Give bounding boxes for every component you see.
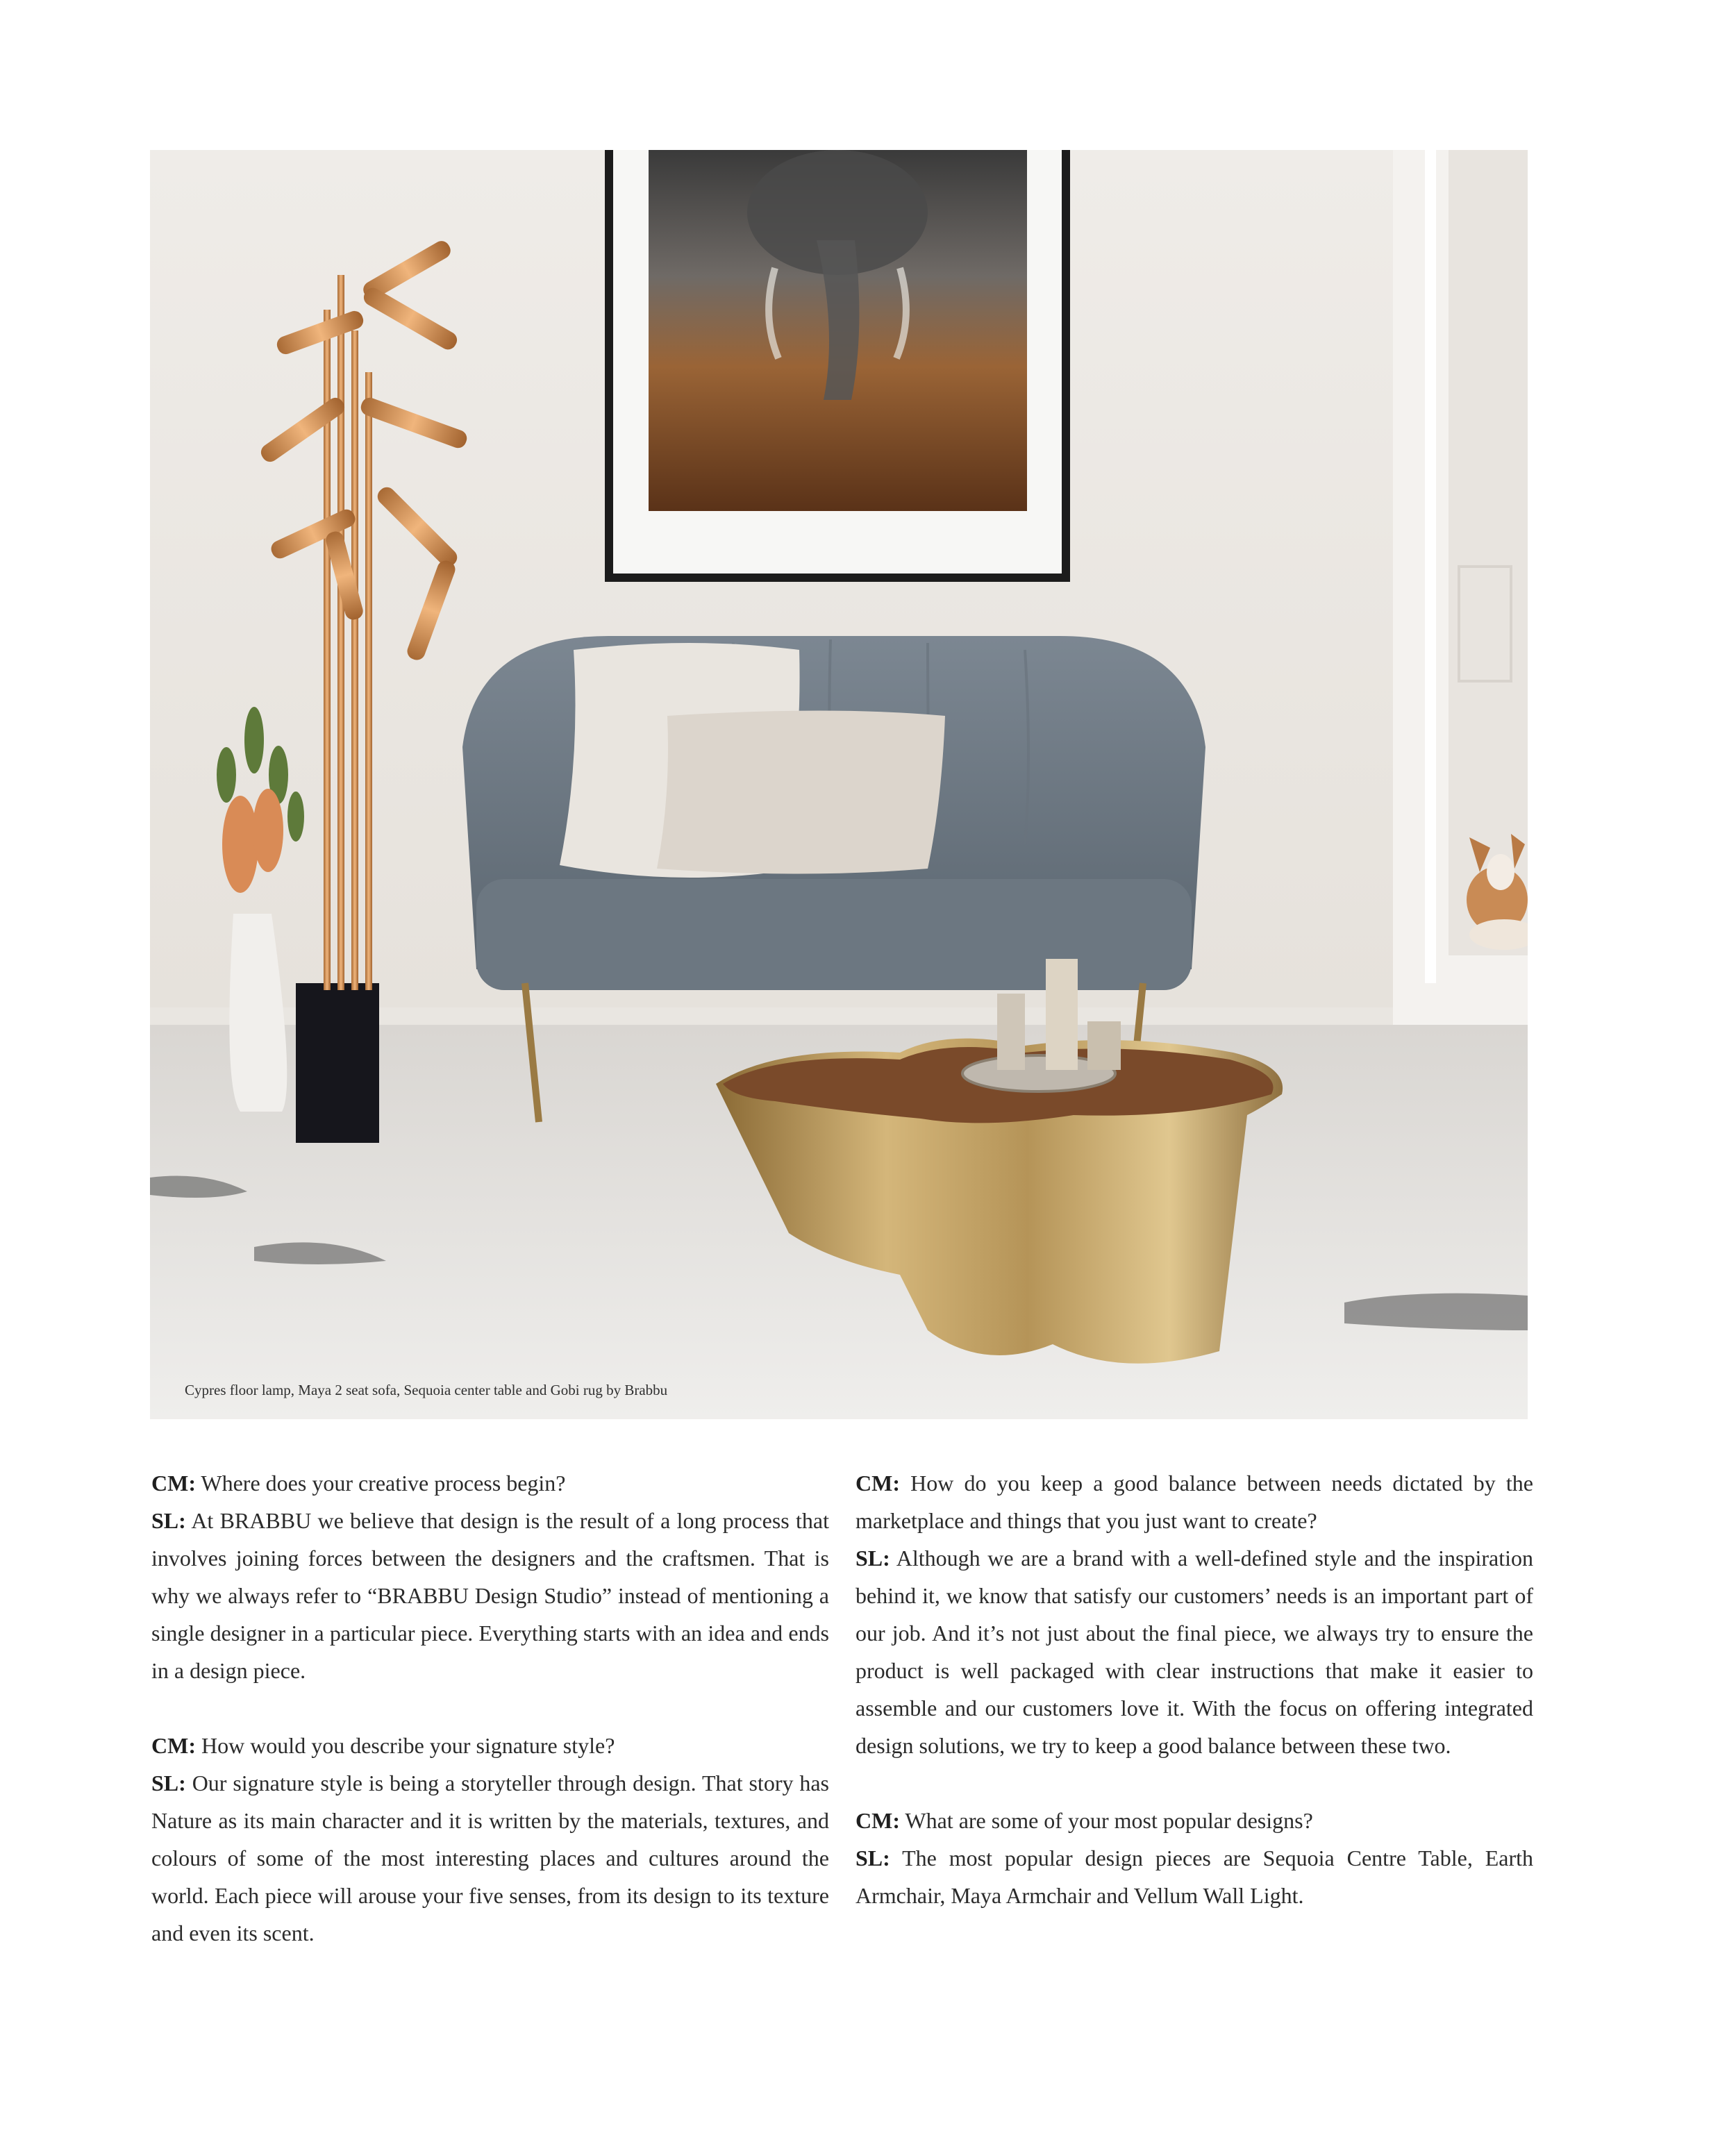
- speaker-label: SL:: [856, 1845, 890, 1870]
- answer-text: The most popular design pieces are Sequoia Centre Table, Earth Armchair, Maya Armchair and Vellum Wall Light.: [856, 1845, 1534, 1908]
- speaker-label: CM:: [856, 1471, 900, 1496]
- interview-right-column: [856, 1464, 1533, 1914]
- interior-photo: [150, 150, 1528, 1419]
- answer-text: Our signature style is being a storyteller through design. That story has Nature as its main character and it is written by the materials, textures, and colours of some of the most interesting places and cultures around the world. Each piece will arouse your five senses, from its design to its texture and even its scent.: [151, 1771, 830, 1945]
- photo-caption: Cypres floor lamp, Maya 2 seat sofa, Sequoia center table and Gobi rug by Brabbu: [185, 1382, 668, 1398]
- question-text: Where does your creative process begin?: [201, 1471, 566, 1496]
- answer-text: At BRABBU we believe that design is the result of a long process that involves joining forces between the designers and the craftsmen. That is why we always refer to “BRABBU Design Studio” instead of mentioning a single designer in a particular piece. Everything starts with an idea and ends in a design piece.: [151, 1508, 830, 1683]
- speaker-label: CM:: [856, 1808, 900, 1833]
- speaker-label: SL:: [856, 1546, 890, 1571]
- speaker-label: SL:: [151, 1771, 186, 1796]
- question-text: How do you keep a good balance between needs dictated by the marketplace and things that you just want to create?: [856, 1471, 1534, 1533]
- speaker-label: CM:: [151, 1733, 196, 1758]
- answer-4: [856, 1839, 1533, 1914]
- interview-left-column: [151, 1464, 829, 1952]
- speaker-label: SL:: [151, 1508, 186, 1533]
- question-3: [856, 1464, 1533, 1539]
- speaker-label: CM:: [151, 1471, 196, 1496]
- answer-1: [151, 1502, 829, 1689]
- answer-3: [856, 1539, 1533, 1764]
- answer-text: Although we are a brand with a well-defined style and the inspiration behind it, we know that satisfy our customers’ needs is an important part of our job. And it’s not just about the final piece, we always try to ensure the product is well packaged with clear instructions that make it easier to assemble and our customers love it. With the focus on offering integrated design solutions, we try to keep a good balance between these two.: [856, 1546, 1534, 1758]
- answer-2: [151, 1764, 829, 1952]
- question-2: [151, 1727, 829, 1764]
- question-1: [151, 1464, 829, 1502]
- question-text: How would you describe your signature style?: [201, 1733, 615, 1758]
- question-text: What are some of your most popular designs?: [905, 1808, 1313, 1833]
- question-4: [856, 1802, 1533, 1839]
- living-room-illustration: [150, 150, 1528, 1419]
